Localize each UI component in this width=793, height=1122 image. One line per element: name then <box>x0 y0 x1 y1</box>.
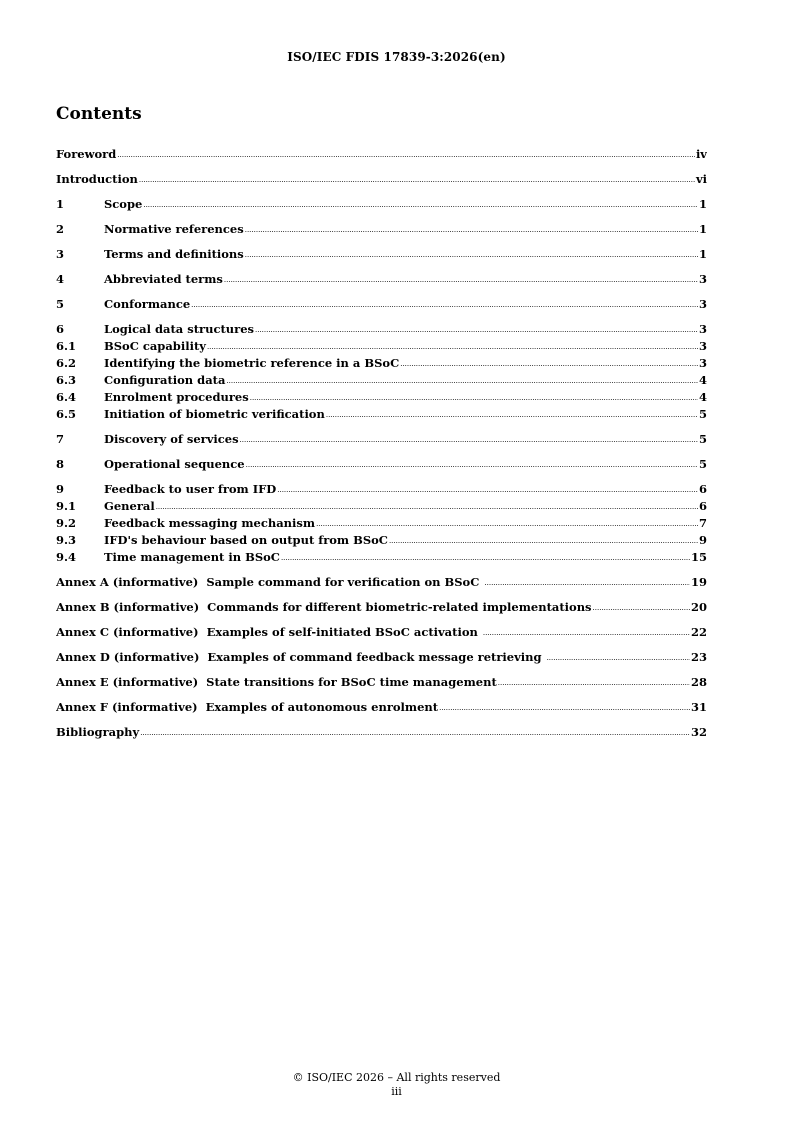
toc-entry-page: 5 <box>698 432 707 446</box>
toc-entry-number: 6.3 <box>56 373 77 387</box>
dot-leader <box>246 456 698 473</box>
toc-entry-page: 3 <box>698 322 707 336</box>
toc-entry-page: 1 <box>698 247 707 261</box>
dot-leader <box>484 574 690 591</box>
dot-leader <box>224 271 698 288</box>
dot-leader <box>593 599 690 616</box>
toc-entry-title: Annex E (informative) State transitions for BSoC time management <box>56 675 497 689</box>
toc-entry-annex-b[interactable] <box>56 599 707 616</box>
toc-entry-6-3[interactable] <box>56 372 707 389</box>
toc-entry-number: 9.2 <box>56 516 77 530</box>
toc-entry-title: Annex D (informative) Examples of command feedback message retrieving <box>56 650 546 664</box>
toc-entry-number: 9 <box>56 482 65 496</box>
copyright-notice: © ISO/IEC 2026 – All rights reserved <box>292 1071 501 1084</box>
toc-entry-page: 4 <box>698 390 707 404</box>
toc-entry-page: 3 <box>698 272 707 286</box>
toc-entry-3[interactable] <box>56 246 707 263</box>
page-footer <box>0 1071 793 1099</box>
toc-entry-page: 15 <box>690 550 707 564</box>
toc-entry-page: 1 <box>698 222 707 236</box>
dot-leader <box>139 171 695 188</box>
toc-entry-title: Enrolment procedures <box>104 390 249 404</box>
toc-entry-title: Introduction <box>56 172 138 186</box>
toc-entry-title: Configuration data <box>104 373 226 387</box>
toc-entry-page: 3 <box>698 339 707 353</box>
toc-entry-title: Feedback messaging mechanism <box>104 516 316 530</box>
toc-entry-annex-e[interactable] <box>56 674 707 691</box>
dot-leader <box>191 296 698 313</box>
toc-entry-annex-d[interactable] <box>56 649 707 666</box>
dot-leader <box>326 406 698 423</box>
dot-leader <box>245 246 698 263</box>
toc-entry-9[interactable] <box>56 481 707 498</box>
toc-entry-page: 3 <box>698 356 707 370</box>
toc-entry-page: 6 <box>698 482 707 496</box>
toc-entry-number: 2 <box>56 222 65 236</box>
toc-entry-9-2[interactable] <box>56 515 707 532</box>
toc-entry-title: Scope <box>104 197 143 211</box>
toc-entry-title: Logical data structures <box>104 322 254 336</box>
toc-entry-number: 1 <box>56 197 65 211</box>
document-header: ISO/IEC FDIS 17839-3:2026(en) <box>287 50 506 64</box>
toc-entry-number: 5 <box>56 297 65 311</box>
toc-entry-title: BSoC capability <box>104 339 206 353</box>
toc-entry-number: 7 <box>56 432 65 446</box>
toc-entry-page: 3 <box>698 297 707 311</box>
toc-entry-number: 6.1 <box>56 339 77 353</box>
toc-entry-page: 22 <box>690 625 707 639</box>
toc-entry-annex-f[interactable] <box>56 699 707 716</box>
dot-leader <box>207 338 698 355</box>
toc-entry-number: 6 <box>56 322 65 336</box>
toc-entry-2[interactable] <box>56 221 707 238</box>
toc-entry-9-4[interactable] <box>56 549 707 566</box>
toc-entry-page: 1 <box>698 197 707 211</box>
dot-leader <box>255 321 698 338</box>
toc-entry-6-2[interactable] <box>56 355 707 372</box>
toc-entry-9-1[interactable] <box>56 498 707 515</box>
toc-entry-title: Bibliography <box>56 725 140 739</box>
toc-entry-page: 9 <box>698 533 707 547</box>
toc-entry-number: 9.4 <box>56 550 77 564</box>
toc-entry-8[interactable] <box>56 456 707 473</box>
toc-entry-title: Abbreviated terms <box>104 272 223 286</box>
toc-entry-number: 9.3 <box>56 533 77 547</box>
toc-entry-6-1[interactable] <box>56 338 707 355</box>
page-number: iii <box>391 1085 402 1098</box>
toc-entry-1[interactable] <box>56 196 707 213</box>
dot-leader <box>483 624 690 641</box>
dot-leader <box>498 674 690 691</box>
toc-entry-title: Annex A (informative) Sample command for verification on BSoC <box>56 575 484 589</box>
toc-entry-title: Foreword <box>56 147 117 161</box>
toc-entry-introduction[interactable] <box>56 171 707 188</box>
dot-leader <box>117 146 695 163</box>
toc-entry-page: 6 <box>698 499 707 513</box>
toc-entry-title: Discovery of services <box>104 432 239 446</box>
toc-entry-title: Terms and definitions <box>104 247 244 261</box>
toc-entry-title: Annex C (informative) Examples of self-initiated BSoC activation <box>56 625 482 639</box>
toc-entry-foreword[interactable] <box>56 146 707 163</box>
toc-entry-page: 32 <box>690 725 707 739</box>
dot-leader <box>240 431 698 448</box>
toc-entry-title: General <box>104 499 155 513</box>
toc-entry-page: iv <box>695 147 707 161</box>
toc-entry-title: Time management in BSoC <box>104 550 280 564</box>
toc-entry-title: Annex B (informative) Commands for different biometric-related implementations <box>56 600 592 614</box>
toc-entry-9-3[interactable] <box>56 532 707 549</box>
dot-leader <box>389 532 698 549</box>
toc-entry-page: vi <box>695 172 707 186</box>
dot-leader <box>316 515 698 532</box>
toc-entry-number: 9.1 <box>56 499 77 513</box>
dot-leader <box>156 498 698 515</box>
toc-entry-title: Normative references <box>104 222 244 236</box>
table-of-contents <box>56 146 707 741</box>
toc-entry-page: 4 <box>698 373 707 387</box>
dot-leader <box>400 355 698 372</box>
dot-leader <box>277 481 698 498</box>
dot-leader <box>439 699 690 716</box>
toc-entry-number: 4 <box>56 272 65 286</box>
toc-entry-number: 8 <box>56 457 65 471</box>
toc-entry-page: 5 <box>698 407 707 421</box>
toc-entry-page: 19 <box>690 575 707 589</box>
toc-entry-page: 23 <box>690 650 707 664</box>
contents-title: Contents <box>56 104 142 124</box>
toc-entry-5[interactable] <box>56 296 707 313</box>
toc-entry-title: IFD's behaviour based on output from BSoC <box>104 533 388 547</box>
toc-entry-title: Operational sequence <box>104 457 245 471</box>
toc-entry-title: Initiation of biometric verification <box>104 407 325 421</box>
toc-entry-6[interactable] <box>56 321 707 338</box>
dot-leader <box>143 196 698 213</box>
dot-leader <box>226 372 698 389</box>
dot-leader <box>250 389 698 406</box>
toc-entry-page: 31 <box>690 700 707 714</box>
toc-entry-page: 7 <box>698 516 707 530</box>
dot-leader <box>281 549 690 566</box>
dot-leader <box>140 724 690 741</box>
toc-entry-annex-c[interactable] <box>56 624 707 641</box>
toc-entry-page: 20 <box>690 600 707 614</box>
toc-entry-6-5[interactable] <box>56 406 707 423</box>
toc-entry-number: 6.5 <box>56 407 77 421</box>
toc-entry-title: Identifying the biometric reference in a BSoC <box>104 356 400 370</box>
toc-entry-4[interactable] <box>56 271 707 288</box>
toc-entry-number: 6.4 <box>56 390 77 404</box>
toc-entry-page: 28 <box>690 675 707 689</box>
toc-entry-title: Annex F (informative) Examples of autonomous enrolment <box>56 700 439 714</box>
toc-entry-number: 6.2 <box>56 356 77 370</box>
toc-entry-7[interactable] <box>56 431 707 448</box>
toc-entry-annex-a[interactable] <box>56 574 707 591</box>
toc-entry-6-4[interactable] <box>56 389 707 406</box>
toc-entry-page: 5 <box>698 457 707 471</box>
dot-leader <box>245 221 698 238</box>
toc-entry-title: Conformance <box>104 297 191 311</box>
dot-leader <box>547 649 690 666</box>
toc-entry-bibliography[interactable] <box>56 724 707 741</box>
toc-entry-title: Feedback to user from IFD <box>104 482 277 496</box>
toc-entry-number: 3 <box>56 247 65 261</box>
